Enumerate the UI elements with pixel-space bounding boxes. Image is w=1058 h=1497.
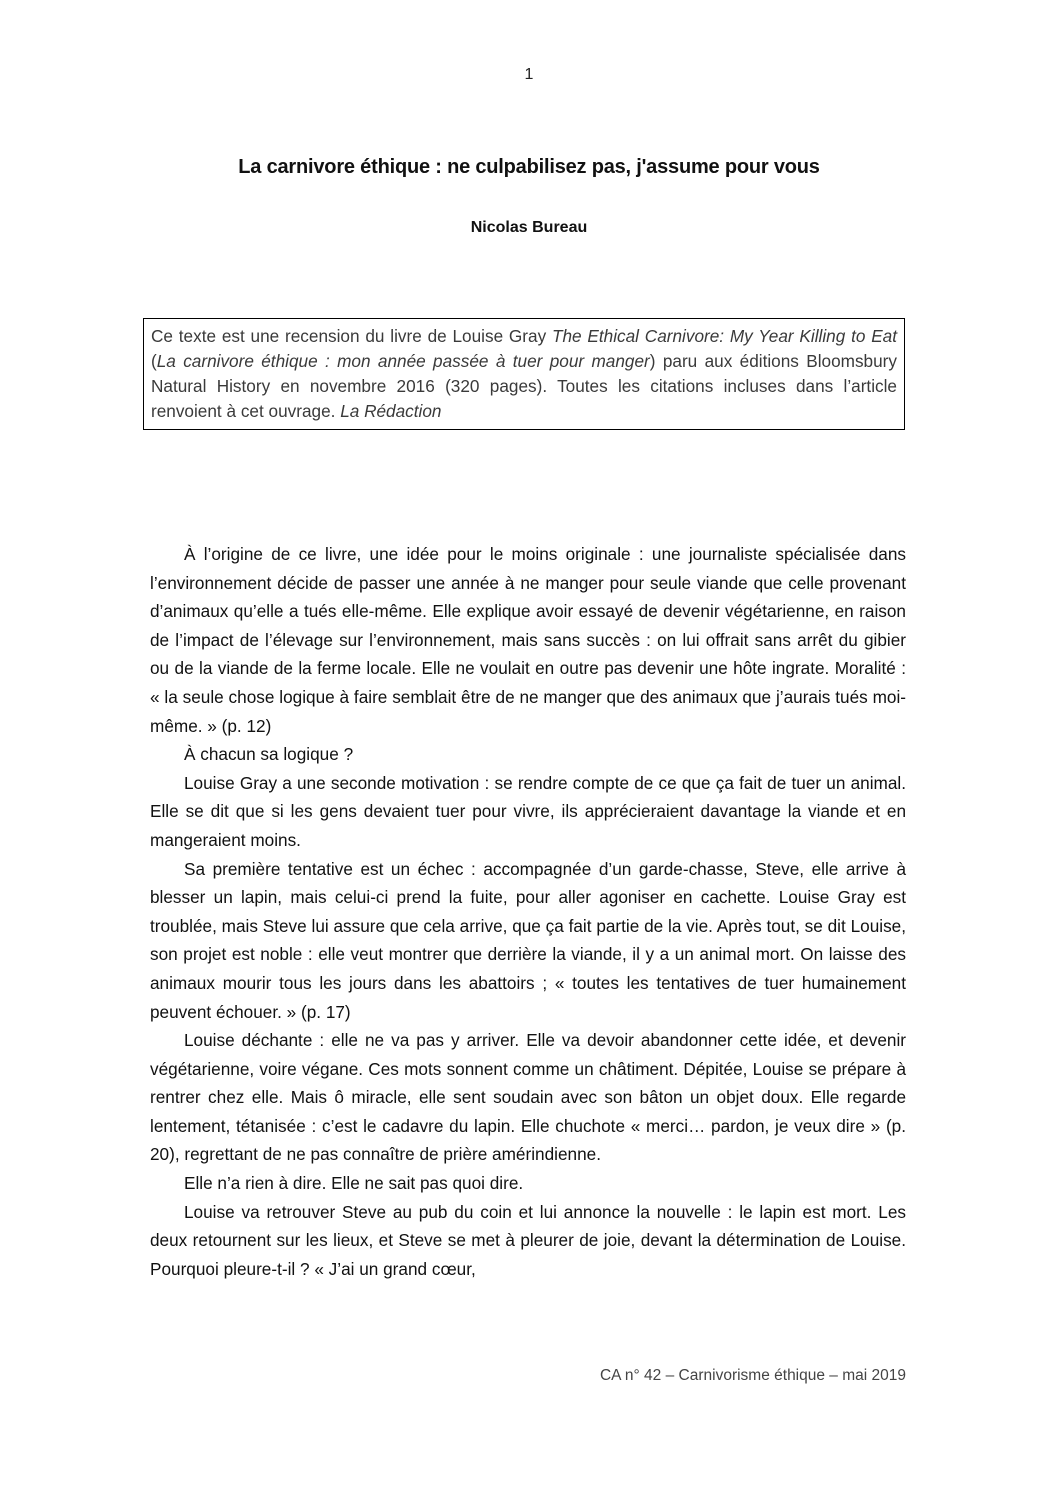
editorial-note-box xyxy=(143,318,905,430)
book-title-french: La carnivore éthique : mon année passée à tuer pour manger xyxy=(156,351,650,371)
note-text: ( xyxy=(151,351,157,371)
paragraph: À chacun sa logique ? xyxy=(184,744,354,765)
article-title: La carnivore éthique : ne culpabilisez pas, j'assume pour vous xyxy=(238,156,820,178)
paragraph: Louise va retrouver Steve au pub du coin et lui annonce la nouvelle : le lapin est mort. Les deux retournent sur les lieux, et Steve se met à pleurer de joie, devant la détermination de Louise. Pourquoi pleure-t-il ? « J’ai un grand cœur, xyxy=(150,1201,906,1279)
note-signature: La Rédaction xyxy=(340,401,442,421)
article-body xyxy=(150,540,906,1283)
paragraph: Louise Gray a une seconde motivation : se rendre compte de ce que ça fait de tuer un animal. Elle se dit que si les gens devaient tuer pour vivre, ils apprécieraient davantage la viande et en mangeraient moins. xyxy=(150,772,906,850)
book-title-english: The Ethical Carnivore: My Year Killing to Eat xyxy=(551,326,897,346)
note-text: Ce texte est une recension du livre de Louise Gray xyxy=(151,326,552,346)
paragraph: À l’origine de ce livre, une idée pour le moins originale : une journaliste spécialisée dans l’environnement décide de passer une année à ne manger pour seule viande que celle provenant d’animaux qu’elle a tués elle-même. Elle explique avoir essayé de devenir végétarienne, en raison de l’impact de l’élevage sur l’environnement, mais sans succès : on lui offrait sans arrêt du gibier ou de la viande de la ferme locale. Elle ne voulait en outre pas devenir une hôte ingrate. Moralité : « la seule chose logique à faire semblait être de ne manger que des animaux que j’aurais tués moi-même. » (p. 12) xyxy=(150,544,906,736)
page-number: 1 xyxy=(524,66,534,83)
paragraph: Sa première tentative est un échec : accompagnée d’un garde-chasse, Steve, elle arrive à blesser un lapin, mais celui-ci prend la fuite, pour aller agoniser en cachette. Louise Gray est troublée, mais Steve lui assure que cela arrive, que ça fait partie de la vie. Après tout, se dit Louise, son projet est noble : elle veut montrer que derrière la viande, il y a un animal mort. On laisse des animaux mourir tous les jours dans les abattoirs ; « toutes les tentatives de tuer humainement peuvent échouer. » (p. 17) xyxy=(150,858,906,1022)
article-author: Nicolas Bureau xyxy=(470,219,588,236)
paragraph: Elle n’a rien à dire. Elle ne sait pas quoi dire. xyxy=(184,1173,524,1194)
paragraph: Louise déchante : elle ne va pas y arriver. Elle va devoir abandonner cette idée, et devenir végétarienne, voire végane. Ces mots sonnent comme un châtiment. Dépitée, Louise se prépare à rentrer chez elle. Mais ô miracle, elle sent soudain avec son bâton un objet doux. Elle regarde lentement, tétanisée : c’est le cadavre du lapin. Elle chuchote « merci… pardon, je veux dire » (p. 20), regrettant de ne pas connaître de prière amérindienne. xyxy=(150,1030,906,1165)
page-footer: CA n° 42 – Carnivorisme éthique – mai 2019 xyxy=(599,1367,906,1384)
note-text: ) paru aux éditions Bloomsbury Natural History en novembre 2016 (320 pages). Toutes les citations incluses dans l’article renvoient à cet ouvrage. xyxy=(151,351,897,421)
